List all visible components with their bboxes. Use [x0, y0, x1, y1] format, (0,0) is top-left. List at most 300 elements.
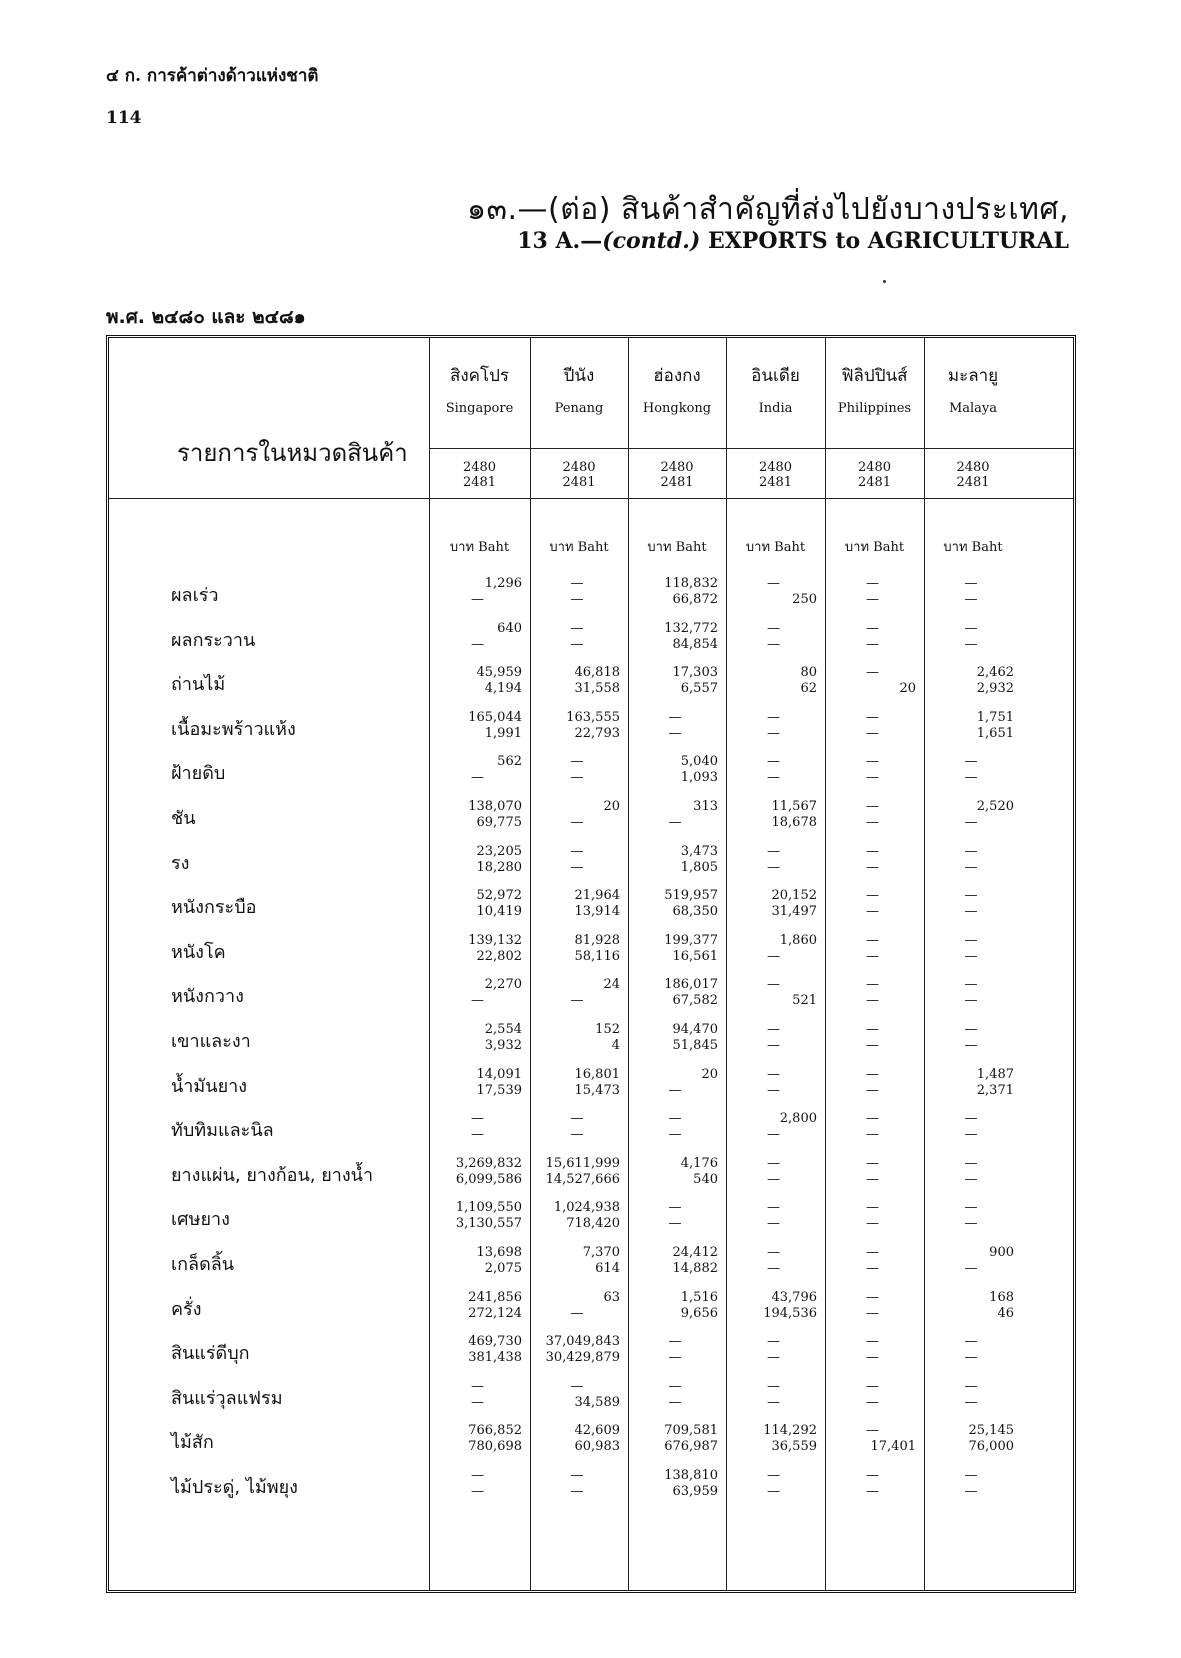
table-cell [928, 977, 1014, 1009]
table-cell [829, 1111, 916, 1143]
value-2481: — [866, 592, 879, 607]
table-cell [433, 844, 522, 876]
table-cell [829, 1290, 916, 1322]
table-cell [534, 977, 620, 1009]
table-cell [928, 1334, 1014, 1366]
value-2480: — [964, 843, 978, 859]
value-2480: — [866, 843, 879, 859]
value-2480: 1,109,550 [455, 1200, 522, 1216]
row-label: เศษยาง [171, 1209, 230, 1231]
value-2481: 540 [693, 1171, 718, 1187]
value-2480: — [866, 1200, 879, 1216]
table-cell [534, 844, 620, 876]
value-2481: — [570, 993, 584, 1009]
value-2481: 67,582 [672, 993, 718, 1009]
table-cell [730, 1290, 817, 1322]
value-2481: — [767, 1082, 780, 1098]
row-label: หนังโค [171, 941, 226, 963]
table-cell [632, 754, 718, 786]
table-cell [433, 977, 522, 1009]
value-2481: 4,194 [484, 681, 522, 697]
table-cell [433, 1200, 522, 1232]
column-header-thai: สิงคโปร [449, 366, 510, 386]
table-cell [433, 933, 522, 965]
unit-label: บาท Baht [745, 540, 806, 555]
value-2480: — [866, 1066, 879, 1082]
table-cell [632, 1468, 718, 1500]
value-2481: 68,350 [672, 904, 718, 920]
value-2480: — [767, 1066, 780, 1082]
value-2481: 9,656 [680, 1305, 718, 1321]
column-divider [429, 338, 430, 1590]
section-header: ๔ ก. การค้าต่างด้าวแห่งชาติ [106, 66, 319, 86]
value-2480: 25,145 [968, 1423, 1014, 1439]
value-2480: — [570, 620, 584, 636]
value-2481: 272,124 [468, 1305, 522, 1321]
year-2481: 2481 [562, 475, 596, 490]
value-2480: — [767, 1245, 780, 1260]
value-2480: — [866, 754, 879, 770]
value-2481: — [767, 948, 780, 964]
value-2481: 31,558 [574, 681, 620, 697]
value-2480: — [964, 932, 978, 948]
value-2481: — [767, 1261, 780, 1276]
value-2480: 5,040 [680, 754, 718, 770]
column-header [826, 362, 923, 416]
value-2480: — [668, 1111, 682, 1127]
table-cell [534, 1111, 620, 1143]
value-2481: 17,401 [870, 1439, 916, 1455]
value-2480: — [964, 977, 978, 993]
value-2481: 14,527,666 [545, 1171, 620, 1187]
column-header [629, 362, 725, 416]
value-2481: — [866, 1484, 879, 1499]
column-divider [530, 338, 531, 1590]
value-2481: 1,991 [484, 725, 522, 741]
table-cell [829, 977, 916, 1009]
value-2480: — [668, 709, 682, 725]
value-2480: — [866, 977, 879, 993]
column-header-english: Singapore [445, 401, 514, 416]
table-cell [433, 1111, 522, 1143]
value-2480: — [866, 1334, 879, 1350]
value-2480: 3,473 [680, 843, 718, 859]
table-cell [829, 888, 916, 920]
year-2480: 2480 [956, 460, 990, 475]
year-2481: 2481 [956, 475, 990, 490]
year-2480: 2480 [857, 460, 892, 475]
table-cell [632, 576, 718, 608]
value-2480: — [866, 1378, 879, 1394]
table-cell [829, 1334, 916, 1366]
value-2480: — [570, 1468, 584, 1483]
table-cell [829, 799, 916, 831]
print-speck [883, 280, 886, 283]
table-cell [829, 844, 916, 876]
column-years [430, 460, 529, 490]
table-cell [829, 1200, 916, 1232]
value-2480: — [866, 1423, 879, 1439]
value-2480: 900 [989, 1245, 1014, 1260]
value-2480: 709,581 [664, 1423, 718, 1439]
value-2480: 1,751 [976, 709, 1014, 725]
value-2481: 2,075 [484, 1261, 522, 1276]
value-2481: — [668, 1082, 682, 1098]
table-cell [829, 1156, 916, 1188]
value-2480: — [767, 576, 780, 591]
table-cell [632, 844, 718, 876]
column-header-thai: ปีนัง [563, 366, 595, 386]
value-2481: — [767, 770, 780, 786]
year-2480: 2480 [562, 460, 596, 475]
value-2481: 6,099,586 [455, 1171, 522, 1187]
table-cell [829, 1379, 916, 1411]
table-cell [928, 665, 1014, 697]
table-cell [632, 1156, 718, 1188]
value-2481: — [964, 859, 978, 875]
value-2481: — [964, 1171, 978, 1187]
table-cell [534, 1067, 620, 1099]
value-2481: 676,987 [664, 1439, 718, 1455]
table-cell [433, 799, 522, 831]
column-header [531, 362, 627, 416]
value-2481: — [866, 904, 879, 920]
table-cell [534, 799, 620, 831]
value-2481: 17,539 [476, 1082, 522, 1098]
column-divider [924, 338, 925, 1590]
table-cell [928, 1156, 1014, 1188]
table-cell [730, 1111, 817, 1143]
value-2481: — [471, 1127, 484, 1143]
value-2480: 3,269,832 [455, 1155, 522, 1171]
value-2481: 46 [997, 1305, 1014, 1321]
column-header-english: Malaya [948, 401, 998, 416]
value-2480: — [570, 576, 584, 591]
value-2480: 81,928 [574, 932, 620, 948]
value-2481: 60,983 [574, 1439, 620, 1455]
table-cell [534, 1156, 620, 1188]
table-cell [433, 1334, 522, 1366]
table-cell [730, 710, 817, 742]
value-2481: — [471, 636, 484, 652]
value-2480: 2,462 [976, 665, 1014, 681]
table-cell [928, 621, 1014, 653]
value-2481: 718,420 [566, 1216, 620, 1232]
value-2481: 63,959 [672, 1484, 718, 1499]
value-2481: 69,775 [476, 815, 522, 830]
value-2480: 2,270 [484, 977, 522, 993]
year-2480: 2480 [462, 460, 497, 475]
value-2480: — [767, 1334, 780, 1350]
column-header-thai: มะลายู [947, 366, 999, 386]
value-2481: — [570, 859, 584, 875]
table-cell [632, 977, 718, 1009]
table-cell [730, 1245, 817, 1277]
value-2481: — [471, 1484, 484, 1499]
value-2481: — [570, 770, 584, 786]
value-2480: 20 [603, 799, 620, 814]
value-2480: 16,801 [574, 1066, 620, 1082]
table-cell [829, 1423, 916, 1455]
value-2481: 15,473 [574, 1082, 620, 1098]
value-2481: — [964, 1394, 978, 1410]
table-cell [433, 1379, 522, 1411]
value-2480: 24,412 [672, 1245, 718, 1260]
value-2481: — [866, 636, 879, 652]
year-2480: 2480 [758, 460, 793, 475]
value-2480: 241,856 [468, 1289, 522, 1305]
value-2481: — [471, 993, 484, 1009]
value-2481: — [570, 592, 584, 607]
table-cell [534, 1468, 620, 1500]
table-cell [829, 710, 916, 742]
value-2480: 11,567 [771, 799, 817, 814]
value-2481: 2,371 [976, 1082, 1014, 1098]
table-cell [632, 933, 718, 965]
table-cell [534, 710, 620, 742]
row-label: ฝ้ายดิบ [171, 763, 226, 785]
value-2481: — [866, 1127, 879, 1143]
table-cell [632, 1423, 718, 1455]
value-2480: 186,017 [664, 977, 718, 993]
value-2481: — [767, 859, 780, 875]
table-cell [433, 754, 522, 786]
value-2481: — [964, 1484, 978, 1499]
unit-label: บาท Baht [549, 540, 609, 555]
value-2481: 76,000 [968, 1439, 1014, 1455]
table-cell [829, 754, 916, 786]
row-label: เนื้อมะพร้าวแห้ง [171, 718, 296, 740]
table-cell [433, 1022, 522, 1054]
column-years [925, 460, 1021, 490]
table-cell [928, 710, 1014, 742]
table-cell [534, 888, 620, 920]
table-cell [534, 1379, 620, 1411]
table-cell [632, 888, 718, 920]
value-2480: — [866, 709, 879, 725]
value-2481: — [964, 1350, 978, 1366]
value-2481: 18,280 [476, 859, 522, 875]
table-cell [928, 1468, 1014, 1500]
header-rule [429, 448, 1073, 449]
column-header-english: Philippines [837, 401, 912, 416]
value-2481: — [964, 1261, 978, 1276]
value-2481: — [866, 725, 879, 741]
value-2481: — [570, 1484, 584, 1499]
value-2480: 20,152 [771, 888, 817, 904]
value-2480: — [866, 1245, 879, 1260]
value-2481: 62 [800, 681, 817, 697]
row-label: ผลเร่ว [171, 585, 219, 606]
value-2480: — [471, 1468, 484, 1483]
header-bottom-rule [109, 498, 1073, 499]
value-2480: — [570, 754, 584, 770]
table-cell [534, 621, 620, 653]
table-cell [730, 1334, 817, 1366]
table-cell [433, 710, 522, 742]
value-2481: — [767, 1350, 780, 1366]
table-cell [928, 1379, 1014, 1411]
value-2480: — [964, 1334, 978, 1350]
value-2481: — [866, 993, 879, 1009]
table-cell [534, 1022, 620, 1054]
unit-label: บาท Baht [647, 540, 707, 555]
column-header-english: Penang [554, 401, 604, 416]
value-2480: — [767, 620, 780, 636]
value-2480: 469,730 [468, 1334, 522, 1350]
table-cell [928, 1067, 1014, 1099]
table-cell [829, 665, 916, 697]
value-2480: 80 [800, 665, 817, 681]
value-2481: 4 [611, 1038, 620, 1053]
table-cell [632, 799, 718, 831]
value-2480: 1,024,938 [553, 1200, 620, 1216]
value-2480: — [964, 1022, 978, 1037]
value-2481: — [866, 1038, 879, 1053]
value-2480: 21,964 [574, 888, 620, 904]
value-2480: — [767, 1378, 780, 1394]
value-2481: 18,678 [771, 815, 817, 830]
year-2481: 2481 [660, 475, 694, 490]
value-2480: — [866, 799, 879, 814]
value-2480: 1,487 [976, 1066, 1014, 1082]
table-cell [829, 1245, 916, 1277]
value-2481: 521 [792, 993, 817, 1009]
value-2481: — [767, 1127, 780, 1143]
column-years [629, 460, 725, 490]
table-cell [928, 1245, 1014, 1277]
value-2480: 2,800 [779, 1111, 817, 1127]
table-cell [534, 1200, 620, 1232]
column-header-thai: ฟิลิปปินส์ [841, 366, 908, 386]
value-2481: — [866, 1082, 879, 1098]
value-2480: — [471, 1111, 484, 1127]
value-2481: 3,932 [484, 1038, 522, 1053]
row-label: ไม้ประดู่, ไม้พยุง [171, 1477, 298, 1498]
row-label: เกล็ดลิ้น [171, 1254, 235, 1275]
table-cell [928, 888, 1014, 920]
column-header [727, 362, 824, 416]
table-cell [433, 1245, 522, 1277]
value-2480: — [668, 1200, 682, 1216]
year-2481: 2481 [857, 475, 892, 490]
row-label: ผลกระวาน [171, 629, 256, 651]
value-2480: 1,296 [484, 576, 522, 591]
value-2480: — [866, 1022, 879, 1037]
value-2481: — [668, 815, 682, 830]
value-2480: — [964, 1378, 978, 1394]
table-cell [632, 1290, 718, 1322]
value-2480: — [866, 620, 879, 636]
row-label: ยางแผ่น, ยางก้อน, ยางน้ำ [171, 1164, 374, 1186]
table-cell [534, 1245, 620, 1277]
value-2481: — [471, 1394, 484, 1410]
table-cell [829, 933, 916, 965]
value-2481: 614 [595, 1261, 620, 1276]
table-cell [433, 1156, 522, 1188]
value-2480: 14,091 [476, 1066, 522, 1082]
value-2480: — [866, 1289, 879, 1305]
value-2480: — [964, 1111, 978, 1127]
value-2480: — [767, 1022, 780, 1037]
table-cell [928, 1200, 1014, 1232]
value-2481: — [866, 859, 879, 875]
value-2481: — [964, 993, 978, 1009]
table-title-english [517, 228, 1069, 254]
value-2480: 1,516 [680, 1289, 718, 1305]
value-2481: 51,845 [672, 1038, 718, 1053]
value-2480: 1,860 [779, 932, 817, 948]
column-header-english: Hongkong [642, 401, 712, 416]
value-2480: 13,698 [476, 1245, 522, 1260]
value-2480: 20 [701, 1066, 718, 1082]
value-2481: — [866, 1305, 879, 1321]
value-2481: — [570, 636, 584, 652]
value-2480: 2,520 [976, 799, 1014, 814]
value-2480: 63 [603, 1289, 620, 1305]
title-contd: (contd.) [602, 228, 701, 254]
value-2480: 42,609 [574, 1423, 620, 1439]
value-2480: 168 [989, 1289, 1014, 1305]
table-cell [730, 1156, 817, 1188]
value-2481: 1,651 [976, 725, 1014, 741]
column-years [826, 460, 923, 490]
value-2480: 138,810 [664, 1468, 718, 1483]
value-2481: — [964, 815, 978, 830]
value-2480: — [964, 1200, 978, 1216]
unit-label: บาท Baht [943, 540, 1003, 555]
value-2481: — [668, 1127, 682, 1143]
table-cell [730, 754, 817, 786]
value-2480: 7,370 [582, 1245, 620, 1260]
table-cell [928, 1022, 1014, 1054]
row-label: ชัน [171, 808, 196, 829]
table-cell [928, 576, 1014, 608]
value-2481: — [964, 770, 978, 786]
value-2481: 780,698 [468, 1439, 522, 1455]
value-2480: — [964, 1155, 978, 1171]
table-cell [730, 799, 817, 831]
table-cell [632, 621, 718, 653]
value-2481: — [767, 1394, 780, 1410]
table-cell [928, 1290, 1014, 1322]
value-2480: 313 [693, 799, 718, 814]
table-cell [433, 1067, 522, 1099]
table-cell [928, 799, 1014, 831]
table-cell [829, 621, 916, 653]
value-2481: — [767, 725, 780, 741]
value-2481: 16,561 [672, 948, 718, 964]
value-2481: 84,854 [672, 636, 718, 652]
data-table [106, 335, 1076, 1593]
value-2481: — [668, 1394, 682, 1410]
table-title-thai: ๑๓.—(ต่อ) สินค้าสำคัญที่ส่งไปยังบางประเทศ, [466, 192, 1069, 227]
row-label: ถ่านไม้ [171, 674, 226, 696]
value-2480: — [866, 665, 879, 681]
value-2480: 94,470 [672, 1022, 718, 1037]
table-cell [730, 1423, 817, 1455]
value-2480: 45,959 [476, 665, 522, 681]
row-label: ไม้สัก [171, 1432, 214, 1454]
value-2480: 17,303 [672, 665, 718, 681]
title-prefix: 13 A.— [517, 228, 603, 254]
table-cell [534, 933, 620, 965]
value-2480: 132,772 [664, 620, 718, 636]
table-cell [632, 1111, 718, 1143]
value-2481: 194,536 [763, 1305, 817, 1321]
value-2481: — [767, 1216, 780, 1232]
row-label: ครั่ง [171, 1298, 202, 1320]
